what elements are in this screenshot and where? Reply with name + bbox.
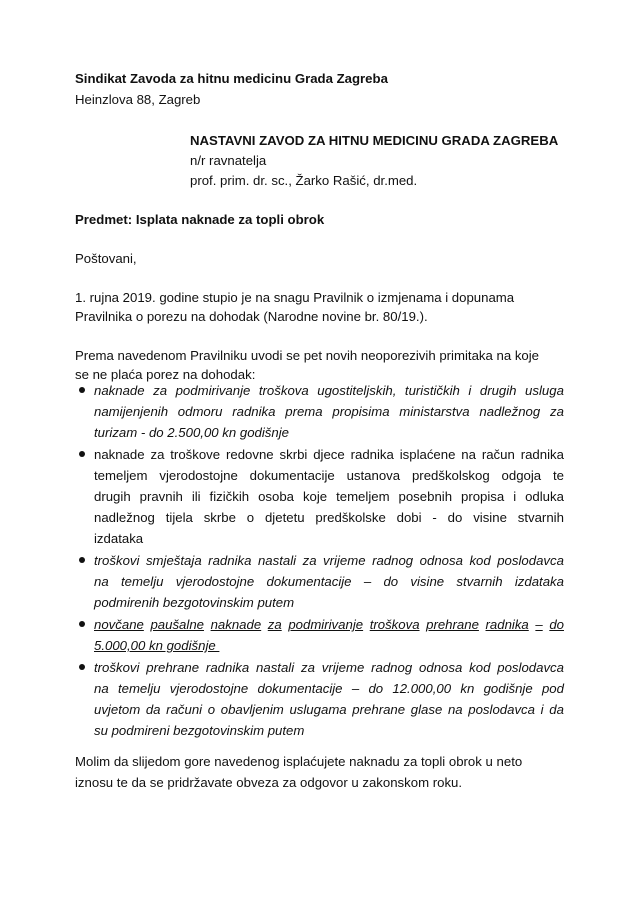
list-item — [94, 380, 564, 443]
list-intro-line-1: Prema navedenom Pravilniku uvodi se pet novih neoporezivih primitaka na koje — [75, 348, 540, 363]
bullet-marker — [79, 664, 85, 670]
list-item-line: turizam - do 2.500,00 kn godišnje — [94, 425, 289, 440]
recipient-institution: NASTAVNI ZAVOD ZA HITNU MEDICINU GRADA ZAGREBA — [190, 133, 559, 148]
list-item-line: na temelju vjerodostojne dokumentacije – do visine stvarnih izdataka — [94, 574, 564, 589]
closing-line-2: iznosu te da se pridržavate obveza za odgovor u zakonskom roku. — [75, 775, 463, 790]
list-item-line: naknade za podmirivanje troškova ugostiteljskih, turističkih i drugih usluga — [94, 383, 564, 398]
list-item-line: naknade za troškove redovne skrbi djece radnika isplaćene na račun radnika — [94, 447, 564, 462]
sender-address: Heinzlova 88, Zagreb — [75, 92, 201, 107]
recipient-attention: n/r ravnatelja — [190, 153, 267, 168]
list-item-line: na temelju vjerodostojne dokumentacije – do 12.000,00 kn godišnje pod — [94, 681, 564, 696]
list-item-line: 5.000,00 kn godišnje — [94, 638, 220, 653]
bullet-marker — [79, 387, 85, 393]
list-item-line: su podmireni bezgotovinskim putem — [94, 723, 305, 738]
list-item — [94, 657, 564, 741]
recipient-person: prof. prim. dr. sc., Žarko Rašić, dr.med. — [190, 173, 418, 188]
list-item — [94, 614, 564, 656]
list-item-line: nadležnog tijela skrbe o djetetu predškolske dobi - do visine stvarnih — [94, 510, 564, 525]
closing-line-1: Molim da slijedom gore navedenog isplaćujete naknadu za topli obrok u neto — [75, 754, 523, 769]
list-item — [94, 550, 564, 613]
bullet-marker — [79, 621, 85, 627]
salutation: Poštovani, — [75, 251, 137, 266]
intro-line-1: 1. rujna 2019. godine stupio je na snagu Pravilnik o izmjenama i dopunama — [75, 290, 515, 305]
list-item-line: troškovi prehrane radnika nastali za vrijeme radnog odnosa kod poslodavca — [94, 660, 564, 675]
sender-name: Sindikat Zavoda za hitnu medicinu Grada Zagreba — [75, 71, 388, 86]
bullet-marker — [79, 557, 85, 563]
list-item-line: podmirenih bezgotovinskim putem — [94, 595, 295, 610]
subject-line: Predmet: Isplata naknade za topli obrok — [75, 212, 325, 227]
list-item-line: troškovi smještaja radnika nastali za vrijeme radnog odnosa kod poslodavca — [94, 553, 564, 568]
list-item-line: drugih pravnih ili fizičkih osoba koje temeljem posebnih propisa i odluka — [94, 489, 564, 504]
list-item-line: namijenjenih odmoru radnika prema propisima ministarstva nadležnog za — [94, 404, 564, 419]
list-item-line: uvjetom da računi o obavljenim uslugama prehrane glase na poslodavca i da — [94, 702, 564, 717]
list-item — [94, 444, 564, 549]
list-intro-line-2: se ne plaća porez na dohodak: — [75, 367, 256, 382]
list-item-line: novčane paušalne naknade za podmirivanje troškova prehrane radnika – do — [94, 617, 564, 632]
bullet-marker — [79, 451, 85, 457]
intro-line-2: Pravilnika o porezu na dohodak (Narodne novine br. 80/19.). — [75, 309, 428, 324]
list-item-line: izdataka — [94, 531, 144, 546]
list-item-line: temeljem vjerodostojne dokumentacije ustanova predškolskog odgoja te — [94, 468, 564, 483]
